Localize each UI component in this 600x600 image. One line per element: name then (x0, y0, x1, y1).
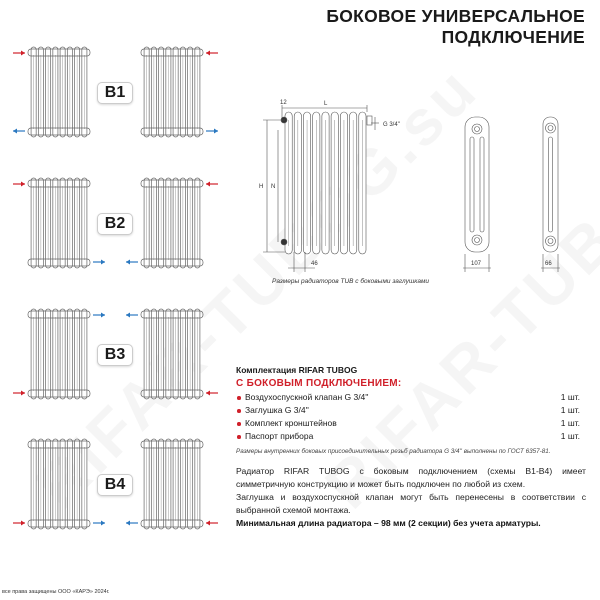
dim-107: 107 (471, 261, 482, 267)
scheme-b2 (0, 175, 235, 275)
dimension-drawing (255, 92, 600, 277)
return-arrow-icon-head (13, 129, 17, 134)
title-line-1: БОКОВОЕ УНИВЕРСАЛЬНОЕ (326, 6, 585, 26)
item-qty: 1 шт. (560, 405, 580, 415)
scheme-label: B1 (97, 82, 133, 104)
return-arrow-icon-head (101, 521, 105, 526)
return-arrow-icon-head (214, 129, 218, 134)
kit-title: Комплектация RIFAR TUBOG (236, 365, 358, 375)
item-name: Комплект кронштейнов (245, 418, 337, 428)
bullet-icon (237, 422, 241, 426)
scheme-label: B2 (97, 213, 133, 235)
title-line-2: ПОДКЛЮЧЕНИЕ (441, 27, 585, 47)
item-qty: 1 шт. (560, 392, 580, 402)
bullet-icon (237, 396, 241, 400)
dim-12: 12 (280, 100, 287, 106)
supply-arrow-icon-head (206, 51, 210, 56)
kit-list (236, 391, 586, 443)
supply-arrow-icon-head (21, 51, 25, 56)
description (236, 465, 586, 530)
return-arrow-icon-head (126, 521, 130, 526)
list-item (236, 430, 586, 443)
scheme-label: B3 (97, 344, 133, 366)
supply-arrow-icon-head (206, 391, 210, 396)
kit-heading: С БОКОВЫМ ПОДКЛЮЧЕНИЕМ: (236, 378, 402, 389)
front-view (281, 112, 372, 254)
item-name: Заглушка G 3/4'' (245, 405, 309, 415)
connector (281, 239, 287, 245)
side-view-107 (463, 117, 491, 272)
supply-arrow-icon-head (206, 182, 210, 187)
kit-section (236, 365, 586, 455)
dim-46: 46 (311, 261, 318, 267)
thread-size: G 3/4'' (383, 122, 400, 128)
list-item (236, 417, 586, 430)
item-name: Воздухоспускной клапан G 3/4'' (245, 392, 369, 402)
return-arrow-icon-head (101, 260, 105, 265)
plug (367, 116, 372, 125)
scheme-b1 (0, 44, 235, 144)
footer-copyright: все права защищены ООО «КАРЭ» 2024г. (2, 589, 110, 595)
scheme-label: B4 (97, 474, 133, 496)
dim-66: 66 (545, 261, 552, 267)
return-arrow-icon-head (126, 260, 130, 265)
return-arrow-icon-head (126, 313, 130, 318)
side-view-66 (541, 117, 560, 272)
scheme-b3 (0, 306, 235, 406)
list-item (236, 404, 586, 417)
list-item (236, 391, 586, 404)
supply-arrow-icon-head (206, 521, 210, 526)
supply-arrow-icon-head (21, 182, 25, 187)
dim-N: N (271, 184, 276, 190)
item-qty: 1 шт. (560, 431, 580, 441)
return-arrow-icon-head (101, 313, 105, 318)
dim-H: H (259, 184, 264, 190)
description-p1: Радиатор RIFAR TUBOG с боковым подключением (схемы В1-В4) имеет симметричную конструкцию и может быть подключен по любой из схем. (236, 466, 586, 489)
supply-arrow-icon-head (21, 521, 25, 526)
description-p3: Минимальная длина радиатора – 98 мм (2 секции) без учета арматуры. (236, 518, 541, 528)
bullet-icon (237, 409, 241, 413)
supply-arrow-icon-head (21, 391, 25, 396)
item-qty: 1 шт. (560, 418, 580, 428)
item-name: Паспорт прибора (245, 431, 314, 441)
kit-note: Размеры внутренних боковых присоединительных резьб радиатора G 3/4'' выполнены по ГОСТ 6357-81. (236, 448, 551, 455)
dim-L: L (324, 101, 328, 107)
drawing-caption: Размеры радиаторов TUB с боковыми заглушками (272, 278, 430, 285)
page-title (326, 6, 585, 48)
scheme-b4 (0, 436, 235, 536)
bullet-icon (237, 435, 241, 439)
description-p2: Заглушка и воздухоспускной клапан могут быть перенесены в соответствии с выбранной схемой монтажа. (236, 492, 586, 515)
